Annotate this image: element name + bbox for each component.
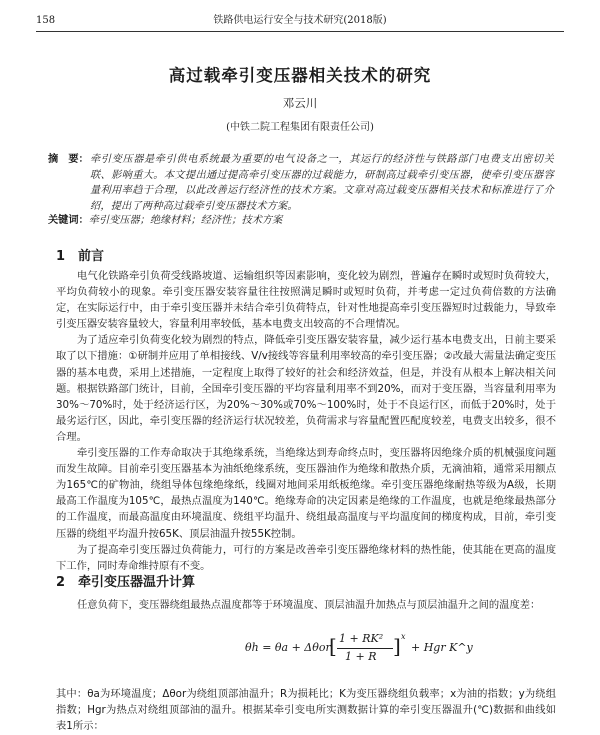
formula-denominator: 1 + R xyxy=(345,650,377,663)
keywords-label: 关键词： xyxy=(48,214,89,226)
section-1-title: 前言 xyxy=(78,249,105,264)
paragraph: 牵引变压器的工作寿命取决于其绝缘系统，当绝缘达到寿命终点时，变压器将因绝缘介质的机械强度问题而发生故障。目前牵引变压器基本为油纸绝缘系统，变压器油作为绝缘和散热介质，无滴油箱，通常采用额点为165℃的矿物油，绕组导体包缘绝缘纸，线圈对地间采用纸板绝缘。牵引变压器绝缘耐热等级为A级，长期最高工作温度为105℃，最热点温度为140℃。绝缘寿命的决定因素是绝缘的工作温度，也就是绝缘最热部分的工作温度，而最高温度由环境温度、绕组平均温升、绕组最高温度与平均温度间的梯度构成，目前，牵引变压器的绕组平均温升按65K、顶层油温升按55K控制。 xyxy=(56,447,556,540)
section-1-number: 1 xyxy=(56,249,66,264)
formula-exponent: x xyxy=(401,632,406,641)
paragraph: 电气化铁路牵引负荷受线路坡道、运输组织等因素影响，变化较为剧烈，普遍存在瞬时或短时负荷较大，平均负荷较小的现象。牵引变压器安装容量往往按照满足瞬时或短时负荷，并考虑一定过负荷倍数的方法确定，在实际运行中，由于牵引变压器并未结合牵引负荷特点，针对性地提高牵引变压器短时过载能力，导致牵引变压器安装容量较大，容量利用率较低，基本电费支出较高的不合理情况。 xyxy=(56,270,556,331)
abstract-text: 牵引变压器是牵引供电系统最为重要的电气设备之一，其运行的经济性与铁路部门电费支出密切关联、影响重大。本文提出通过提高牵引变压器的过载能力，研制高过载牵引变压器，使牵引变压器容量利用率趋于合理，以此改善运行经济性的技术方案。文章对高过载变压器相关技术和标准进行了介绍，提出了两种高过载牵引变压器技术方案。 xyxy=(90,154,554,212)
paragraph: 其中：θa为环境温度；Δθor为绕组顶部油温升；R为损耗比；K为变压器绕组负载率；x为油的指数；y为绕组指数；Hgr为热点对绕组顶部油的温升。根据某牵引变电所实测数据计算的牵引变压器温升(℃)数据和曲线如表1所示： xyxy=(56,688,556,732)
abstract-label: 摘 要： xyxy=(48,153,89,165)
section-2-heading xyxy=(56,571,195,590)
paragraph: 为了提高牵引变压器过负荷能力，可行的方案是改善牵引变压器绝缘材料的热性能，使其能在更高的温度下工作，同时寿命维持原有不变。 xyxy=(56,543,556,572)
section-2-intro xyxy=(56,597,556,613)
section-1-body xyxy=(56,268,556,574)
abstract-block xyxy=(48,152,554,214)
formula-bracket-right: ] xyxy=(393,634,401,658)
formula-fraction-line xyxy=(337,648,393,649)
keywords-text: 牵引变压器；绝缘材料；经济性；技术方案 xyxy=(88,215,283,226)
paper-title: 高过载牵引变压器相关技术的研究 xyxy=(168,66,432,85)
paragraph: 任意负荷下，变压器绕组最热点温度都等于环境温度、顶层油温升加热点与顶层油温升之间的温度差： xyxy=(77,599,541,611)
section-2-explanation xyxy=(56,686,556,734)
section-2-title: 牵引变压器温升计算 xyxy=(78,575,196,590)
author-affiliation: (中铁二院工程集团有限责任公司) xyxy=(226,122,374,133)
page-number: 158 xyxy=(36,15,56,26)
running-header xyxy=(36,13,564,29)
section-2-number: 2 xyxy=(56,575,66,590)
formula-tail: + Hgr K^y xyxy=(411,641,473,654)
author-name: 邓云川 xyxy=(282,96,318,110)
formula-lhs: θh = θa + Δθor xyxy=(245,641,331,654)
hotspot-temperature-formula xyxy=(0,632,600,666)
formula-numerator: 1 + RK² xyxy=(339,632,384,645)
keywords-block xyxy=(48,213,554,228)
header-divider xyxy=(36,31,564,32)
formula-bracket-left: [ xyxy=(329,634,337,658)
paragraph: 为了适应牵引负荷变化较为剧烈的特点，降低牵引变压器安装容量，减少运行基本电费支出，日前主要采取了以下措施：①研制并应用了单相接线、V/v接线等容量利用率较高的牵引变压器；②改最大需量法确定变压器的基本电费，采用上述措施，一定程度上取得了较好的社会和经济效益，但是，并没有从根本上解决相关问题。根据铁路部门统计，目前，全国牵引变压器的平均容量利用率不到20%，而对于变压器，当容量利用率为30%～70%时，处于经济运行区，为20%～30%或70%～100%时，处于不良运行区，而低于20%时，处于最劣运行区，因此，牵引变压器的经济运行状况较差，负荷需求与容量配置匹配度较差，电费支出较多，很不合理。 xyxy=(56,334,556,443)
section-1-heading xyxy=(56,245,104,264)
journal-title: 铁路供电运行安全与技术研究(2018版) xyxy=(213,15,387,26)
